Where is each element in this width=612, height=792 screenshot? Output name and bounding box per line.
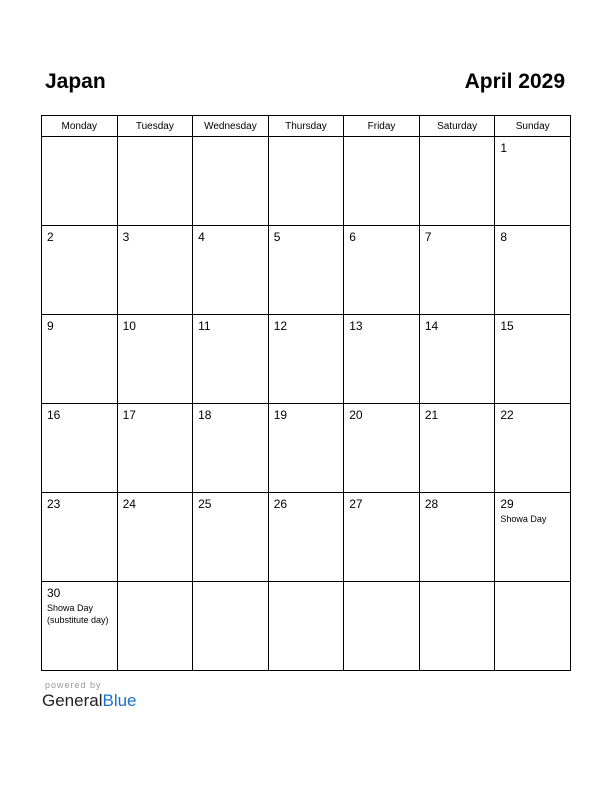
brand-blue: Blue	[102, 691, 137, 710]
day-cell	[193, 226, 269, 315]
day-number: 25	[198, 497, 212, 511]
day-cell	[344, 315, 420, 404]
holiday-label: Showa Day	[500, 514, 547, 524]
day-number: 11	[198, 319, 211, 333]
weekday-wednesday: Wednesday	[193, 116, 269, 137]
day-number: 15	[500, 319, 514, 333]
brand-general: General	[42, 691, 103, 710]
calendar-grid	[41, 115, 571, 671]
day-cell	[419, 137, 495, 226]
day-cell	[268, 315, 344, 404]
week-row	[42, 315, 571, 404]
day-number: 9	[47, 319, 54, 333]
day-number: 2	[47, 230, 54, 244]
day-number: 30	[47, 586, 61, 600]
day-number: 24	[122, 497, 136, 511]
day-cell	[117, 137, 193, 226]
day-cell	[419, 404, 495, 493]
month-title: April 2029	[464, 70, 565, 93]
day-cell	[42, 404, 118, 493]
day-number: 1	[500, 141, 508, 155]
day-cell	[495, 226, 571, 315]
week-row	[42, 493, 571, 582]
day-cell	[344, 582, 420, 671]
day-cell	[419, 493, 495, 582]
day-number: 14	[424, 319, 439, 333]
brand-logo[interactable]	[42, 691, 137, 711]
weekday-friday: Friday	[344, 116, 420, 137]
day-cell	[268, 404, 344, 493]
day-cell	[268, 137, 344, 226]
day-number: 27	[349, 497, 363, 511]
weekday-header-row	[42, 116, 571, 137]
day-number: 19	[273, 408, 288, 422]
day-cell	[495, 582, 571, 671]
day-cell	[193, 404, 269, 493]
day-cell	[344, 404, 420, 493]
day-cell	[42, 137, 118, 226]
day-cell	[419, 226, 495, 315]
weekday-sunday: Sunday	[495, 116, 571, 137]
day-cell	[495, 493, 571, 582]
powered-by-label: powered by	[45, 680, 102, 690]
weekday-monday: Monday	[42, 116, 118, 137]
day-number: 7	[424, 230, 432, 244]
weekday-saturday: Saturday	[419, 116, 495, 137]
day-number: 3	[122, 230, 130, 244]
day-cell	[495, 404, 571, 493]
day-cell	[117, 226, 193, 315]
day-cell	[193, 493, 269, 582]
day-number: 10	[122, 319, 136, 333]
day-cell	[419, 582, 495, 671]
day-cell	[419, 315, 495, 404]
day-cell	[344, 137, 420, 226]
day-cell	[344, 493, 420, 582]
week-row	[42, 582, 571, 671]
weekday-thursday: Thursday	[268, 116, 344, 137]
day-number: 13	[349, 319, 363, 333]
weekday-tuesday: Tuesday	[117, 116, 193, 137]
day-number: 5	[273, 230, 281, 244]
day-number: 28	[424, 497, 439, 511]
day-number: 23	[47, 497, 61, 511]
day-cell	[193, 137, 269, 226]
day-number: 8	[500, 230, 508, 244]
day-cell	[268, 493, 344, 582]
day-number: 4	[198, 230, 205, 244]
day-number: 29	[500, 497, 514, 511]
day-number: 26	[273, 497, 288, 511]
day-cell	[344, 226, 420, 315]
day-number: 17	[122, 408, 136, 422]
day-number: 12	[273, 319, 288, 333]
day-number: 16	[47, 408, 61, 422]
country-title: Japan	[45, 70, 106, 93]
day-cell	[42, 315, 118, 404]
day-cell	[268, 226, 344, 315]
day-cell	[495, 137, 571, 226]
day-cell	[193, 315, 269, 404]
holiday-label: Showa Day (substitute day)	[47, 603, 109, 625]
day-cell	[42, 582, 118, 671]
day-cell	[268, 582, 344, 671]
day-cell	[193, 582, 269, 671]
footer	[42, 680, 137, 711]
day-cell	[495, 315, 571, 404]
day-number: 6	[349, 230, 356, 244]
day-cell	[117, 582, 193, 671]
day-cell	[117, 315, 193, 404]
day-cell	[117, 404, 193, 493]
day-number: 18	[198, 408, 212, 422]
day-cell	[42, 493, 118, 582]
day-number: 22	[500, 408, 514, 422]
day-cell	[117, 493, 193, 582]
week-row	[42, 137, 571, 226]
day-cell	[42, 226, 118, 315]
day-number: 21	[424, 408, 439, 422]
week-row	[42, 404, 571, 493]
day-number: 20	[349, 408, 363, 422]
week-row	[42, 226, 571, 315]
